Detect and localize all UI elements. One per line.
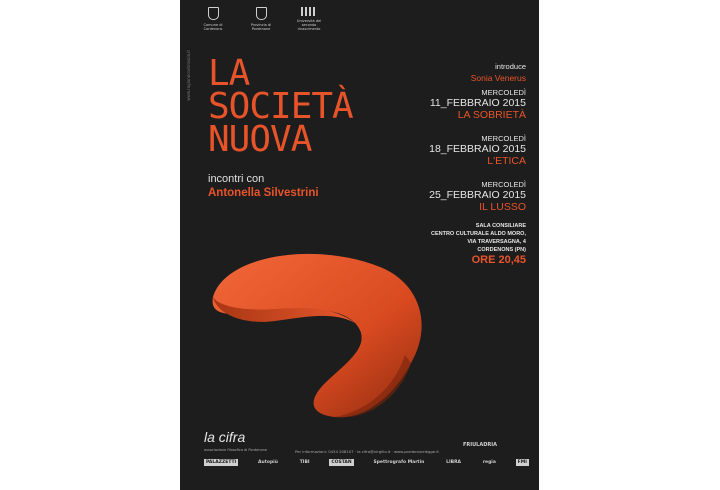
event-2 <box>429 134 526 167</box>
organizer-sub: associazione filosofica di Pordenone <box>204 448 267 452</box>
event-day: MERCOLEDÌ <box>481 134 526 143</box>
sponsor-logo: TIBI <box>299 460 310 465</box>
title-line: NUOVA <box>208 119 312 160</box>
event-time: ORE 20,45 <box>471 254 526 266</box>
event-topic: IL LUSSO <box>479 201 526 213</box>
event-topic: L'ETICA <box>487 155 526 167</box>
crest-icon <box>208 7 219 20</box>
sponsor-logo: PALAZZETTI <box>206 460 237 465</box>
sponsor-logo: regia <box>482 460 496 465</box>
venue-line: SALA CONSILIARE <box>475 223 526 229</box>
venue-line: CORDENONS (PN) <box>477 247 526 253</box>
logo-provincia <box>248 7 274 31</box>
mobius-sculpture-image <box>205 245 435 425</box>
event-day: MERCOLEDÌ <box>481 88 526 97</box>
logo-label: Provincia di Pordenone <box>250 23 272 31</box>
event-topic: LA SOBRIETÀ <box>457 109 526 121</box>
title-line: SOCIETÀ <box>208 86 353 127</box>
event-3 <box>429 180 526 213</box>
event-date: 18_FEBBRAIO 2015 <box>429 143 526 155</box>
venue-block <box>431 222 526 266</box>
sponsor-logo: Spettrografo Martin <box>373 460 425 465</box>
event-date: 11_FEBBRAIO 2015 <box>429 97 526 109</box>
venue-line: CENTRO CULTURALE ALDO MORO, <box>430 231 526 237</box>
crest-icon <box>256 7 267 20</box>
main-sponsor: FRIULADRIA <box>463 442 497 448</box>
sponsor-logo: Autopiù <box>258 460 278 465</box>
logo-universita <box>296 7 322 31</box>
event-day: MERCOLEDÌ <box>481 180 526 189</box>
event-poster <box>180 0 539 490</box>
organizer-logo <box>204 429 245 445</box>
sponsor-logo: COSTAN <box>331 460 352 465</box>
subtitle: incontri con <box>208 173 265 185</box>
event-1 <box>430 88 526 121</box>
title-line: LA <box>208 53 250 94</box>
building-icon <box>301 7 317 16</box>
logo-label: Comune di Cordenons <box>203 23 223 31</box>
info-line: Per informazioni: 0434 208107 · la cifra@virgilio.it · www.pordenonelegge.it <box>295 449 439 454</box>
sponsor-logo: LIBRA <box>446 460 462 465</box>
poster-title <box>208 53 353 160</box>
organizer-name: la cifra <box>204 429 246 445</box>
intro-name: Sonia Venerus <box>470 73 526 83</box>
logo-label: Università del secondo rinascimento <box>296 19 322 31</box>
sponsor-strip <box>204 459 529 466</box>
event-date: 25_FEBBRAIO 2015 <box>429 189 526 201</box>
venue-line: VIA TRAVERSAGNA, 4 <box>467 239 526 245</box>
intro-block <box>471 62 526 83</box>
speaker-name: Antonella Silvestrini <box>208 187 319 199</box>
side-url: www.ragionecontrosoia.it <box>186 50 191 101</box>
intro-label: introduce <box>495 62 526 71</box>
logo-comune <box>200 7 226 31</box>
institution-logos <box>200 7 322 31</box>
sponsor-logo: FMI <box>517 460 527 465</box>
